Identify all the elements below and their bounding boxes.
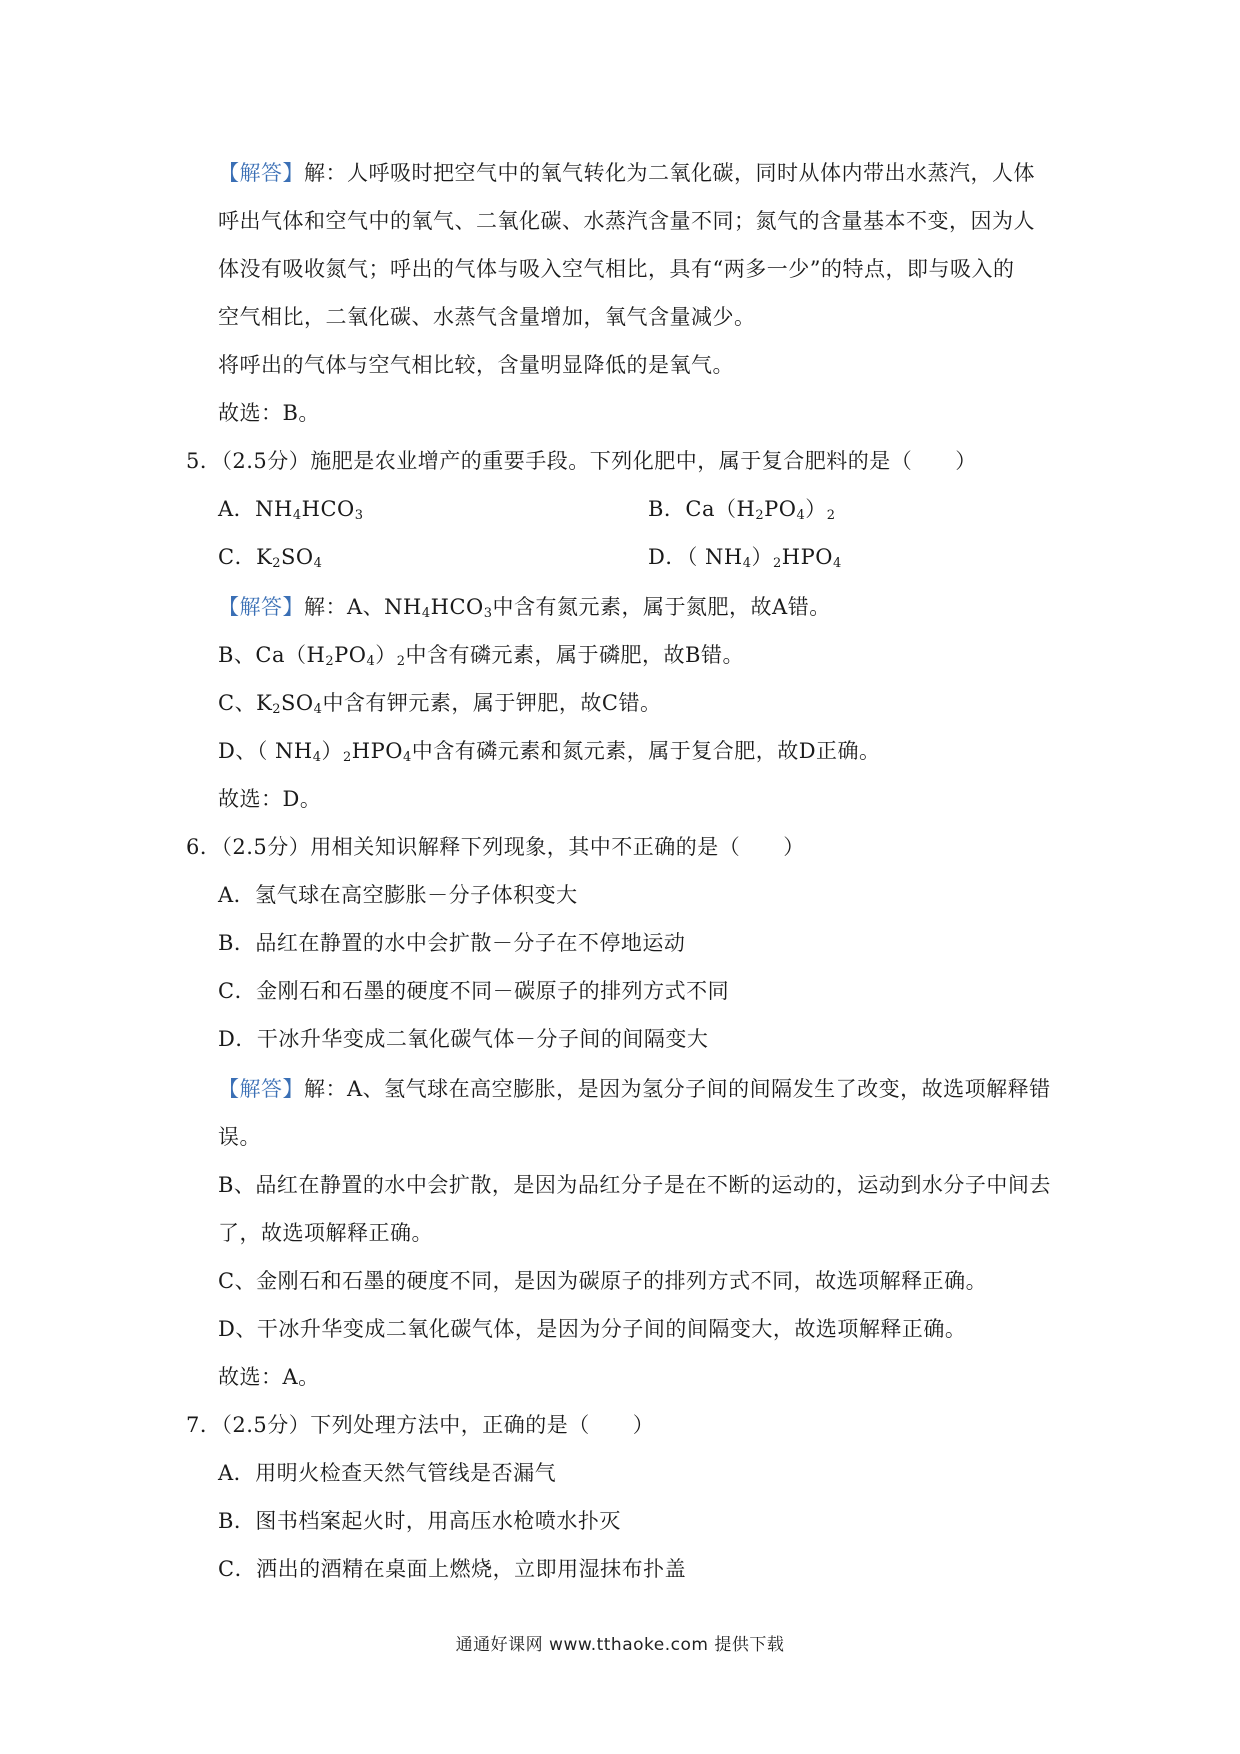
answer-tag: 【解答】 <box>218 161 304 185</box>
q6-answer-line-1: 【解答】解：A、氢气球在高空膨胀，是因为氢分子间的间隔发生了改变，故选项解释错 <box>218 1077 1051 1101</box>
q5-answer-line-c: C、$K_2SO_4$中含有钾元素，属于钾肥，故C错。 <box>218 691 662 717</box>
q5-stem: 5．（2.5分）施肥是农业增产的重要手段。下列化肥中，属于复合肥料的是（ ） <box>186 449 977 473</box>
q6-answer-line-4: 了，故选项解释正确。 <box>218 1221 433 1245</box>
q4-answer-line-4: 空气相比，二氧化碳、水蒸气含量增加，氧气含量减少。 <box>218 305 756 329</box>
q4-answer-line-6: 故选：B。 <box>218 401 320 425</box>
answer-tag: 【解答】 <box>218 1077 304 1101</box>
q5-answer-line-a: 【解答】解：A、$NH_4HCO_3$中含有氮元素，属于氮肥，故A错。 <box>218 595 831 621</box>
q5-choice: 故选：D。 <box>218 787 322 811</box>
q6-option-a: A．氢气球在高空膨胀－分子体积变大 <box>218 883 578 907</box>
q6-stem: 6．（2.5分）用相关知识解释下列现象，其中不正确的是（ ） <box>186 835 805 859</box>
q6-answer-line-7: 故选：A。 <box>218 1365 320 1389</box>
q7-option-a: A．用明火检查天然气管线是否漏气 <box>218 1461 557 1485</box>
q5-option-c: C．$K_2SO_4$ <box>218 545 323 571</box>
q5-option-a: A．$NH_4HCO_3$ <box>218 497 364 523</box>
q6-answer-line-3: B、品红在静置的水中会扩散，是因为品红分子是在不断的运动的，运动到水分子中间去 <box>218 1173 1051 1197</box>
page-footer: 通通好课网 www.tthaoke.com 提供下载 <box>455 1635 785 1655</box>
answer-tag: 【解答】 <box>218 595 304 619</box>
q7-stem: 7．（2.5分）下列处理方法中，正确的是（ ） <box>186 1413 655 1437</box>
q6-answer-line-5: C、金刚石和石墨的硬度不同，是因为碳原子的排列方式不同，故选项解释正确。 <box>218 1269 988 1293</box>
q5-option-b: B．$Ca(H_2PO_4)_2$ <box>648 497 836 523</box>
q6-option-c: C．金刚石和石墨的硬度不同－碳原子的排列方式不同 <box>218 979 730 1003</box>
q5-option-d: D．（ $NH_4)_2HPO_4$ <box>648 545 842 571</box>
q7-option-b: B．图书档案起火时，用高压水枪喷水扑灭 <box>218 1509 621 1533</box>
q4-answer-line-2: 呼出气体和空气中的氧气、二氧化碳、水蒸汽含量不同；氮气的含量基本不变，因为人 <box>218 209 1035 233</box>
q7-option-c: C．洒出的酒精在桌面上燃烧，立即用湿抹布扑盖 <box>218 1557 687 1581</box>
q4-answer-line-3: 体没有吸收氮气；呼出的气体与吸入空气相比，具有“两多一少”的特点，即与吸入的 <box>218 257 1015 281</box>
q6-option-b: B．品红在静置的水中会扩散－分子在不停地运动 <box>218 931 686 955</box>
q5-answer-line-d: D、（ $NH_4)_2HPO_4$中含有磷元素和氮元素，属于复合肥，故D正确。 <box>218 739 881 765</box>
q4-answer-line-1: 【解答】解：人呼吸时把空气中的氧气转化为二氧化碳，同时从体内带出水蒸汽，人体 <box>218 161 1035 185</box>
q6-option-d: D．干冰升华变成二氧化碳气体－分子间的间隔变大 <box>218 1027 709 1051</box>
q6-answer-line-2: 误。 <box>218 1125 261 1149</box>
q6-answer-line-6: D、干冰升华变成二氧化碳气体，是因为分子间的间隔变大，故选项解释正确。 <box>218 1317 967 1341</box>
q5-answer-line-b: B、$Ca(H_2PO_4)_2$中含有磷元素，属于磷肥，故B错。 <box>218 643 744 669</box>
q4-answer-line-5: 将呼出的气体与空气相比较，含量明显降低的是氧气。 <box>218 353 734 377</box>
